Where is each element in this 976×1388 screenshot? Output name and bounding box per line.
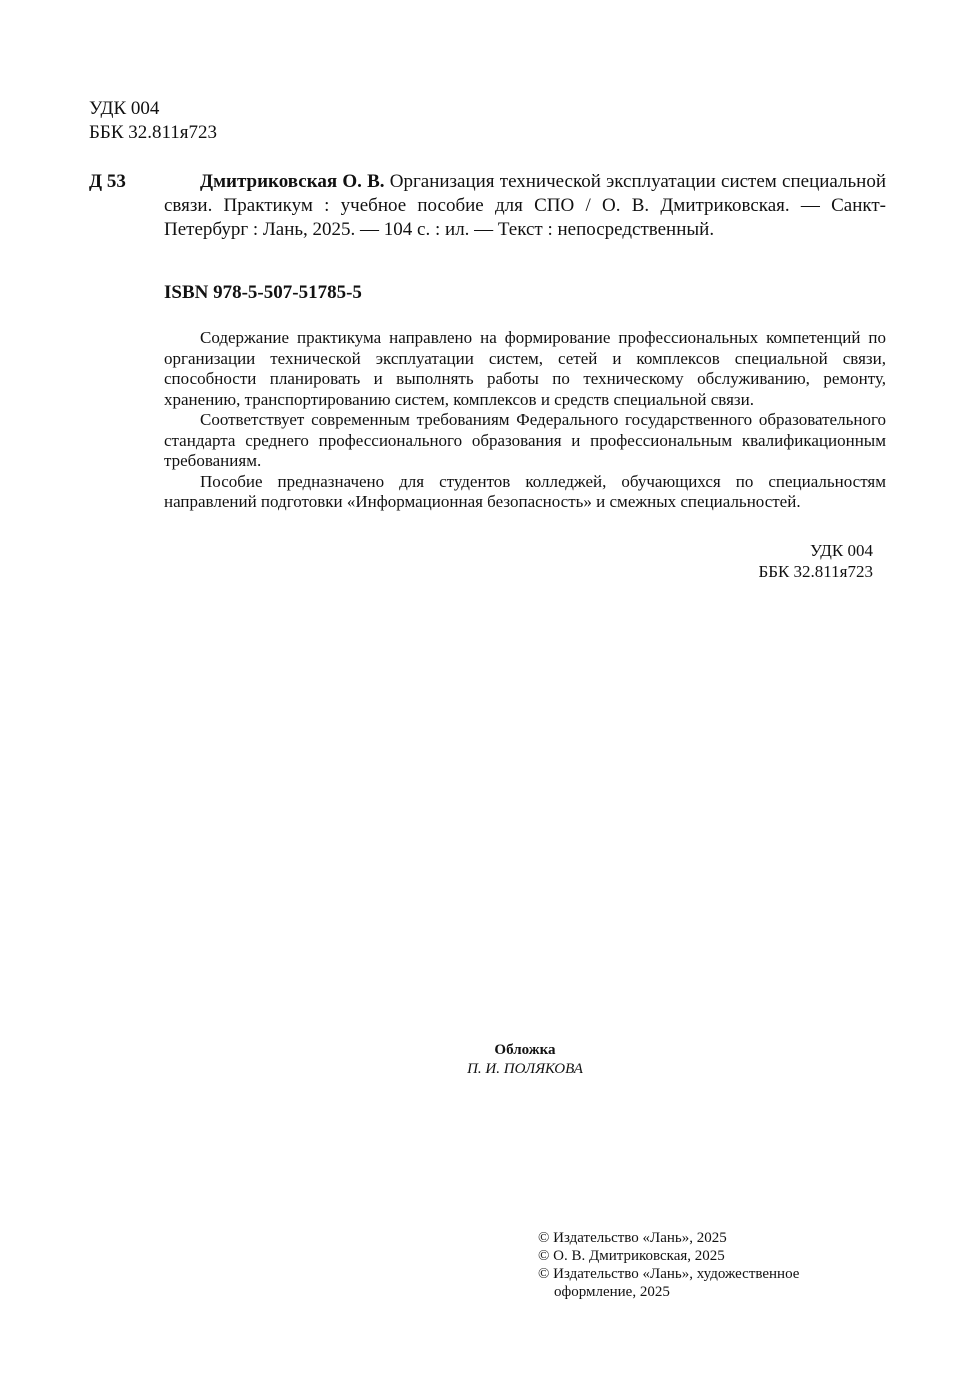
annotation-paragraph: Пособие предназначено для студентов колледжей, обучающихся по специальностям направлений подготовки «Информационная безопасность» и смежных специальностей. — [164, 471, 886, 511]
annotation-paragraph: Содержание практикума направлено на формирование профессиональных компетенций по организации технической эксплуатации систем, сетей и комплексов специальной связи, способности планировать и выполнять работы по техническому обслуживанию, ремонту, хранению, транспортированию систем, комплексов и средств специальной связи. — [164, 328, 886, 409]
copyright-line: © Издательство «Лань», художественное — [538, 1266, 800, 1282]
bibliographic-record — [164, 170, 886, 242]
cover-label: Обложка — [494, 1042, 556, 1058]
annotation-paragraph: Соответствует современным требованиям Федерального государственного образовательного стандарта среднего профессионального образования и профессиональным квалификационным требованиям. — [164, 410, 886, 470]
udk-code: УДК 004 — [89, 98, 160, 119]
bbk-code: ББК 32.811я723 — [758, 562, 873, 581]
biblio-author: Дмитриковская О. В. — [200, 171, 385, 192]
cover-artist: П. И. ПОЛЯКОВА — [467, 1061, 583, 1077]
classification-bottom — [700, 540, 873, 582]
bbk-code: ББК 32.811я723 — [89, 122, 218, 143]
copyright-line: © Издательство «Лань», 2025 — [538, 1230, 727, 1246]
cover-credit — [400, 1041, 650, 1079]
copyright-line: © О. В. Дмитриковская, 2025 — [538, 1248, 725, 1264]
author-mark: Д 53 — [89, 171, 126, 192]
copyright-block — [538, 1229, 848, 1301]
isbn: ISBN 978-5-507-51785-5 — [164, 282, 362, 303]
biblio-description: Организация технической эксплуатации систем специальной связи. Практикум : учебное пособие для СПО / О. В. Дмитриковская. — Санкт-Петербург : Лань, 2025. — 104 с. : ил. — Текст : непосредственный. — [164, 171, 886, 240]
copyright-line-continuation: оформление, 2025 — [554, 1284, 670, 1300]
udk-code: УДК 004 — [809, 541, 873, 560]
annotation — [164, 328, 886, 513]
classification-top — [89, 97, 217, 145]
